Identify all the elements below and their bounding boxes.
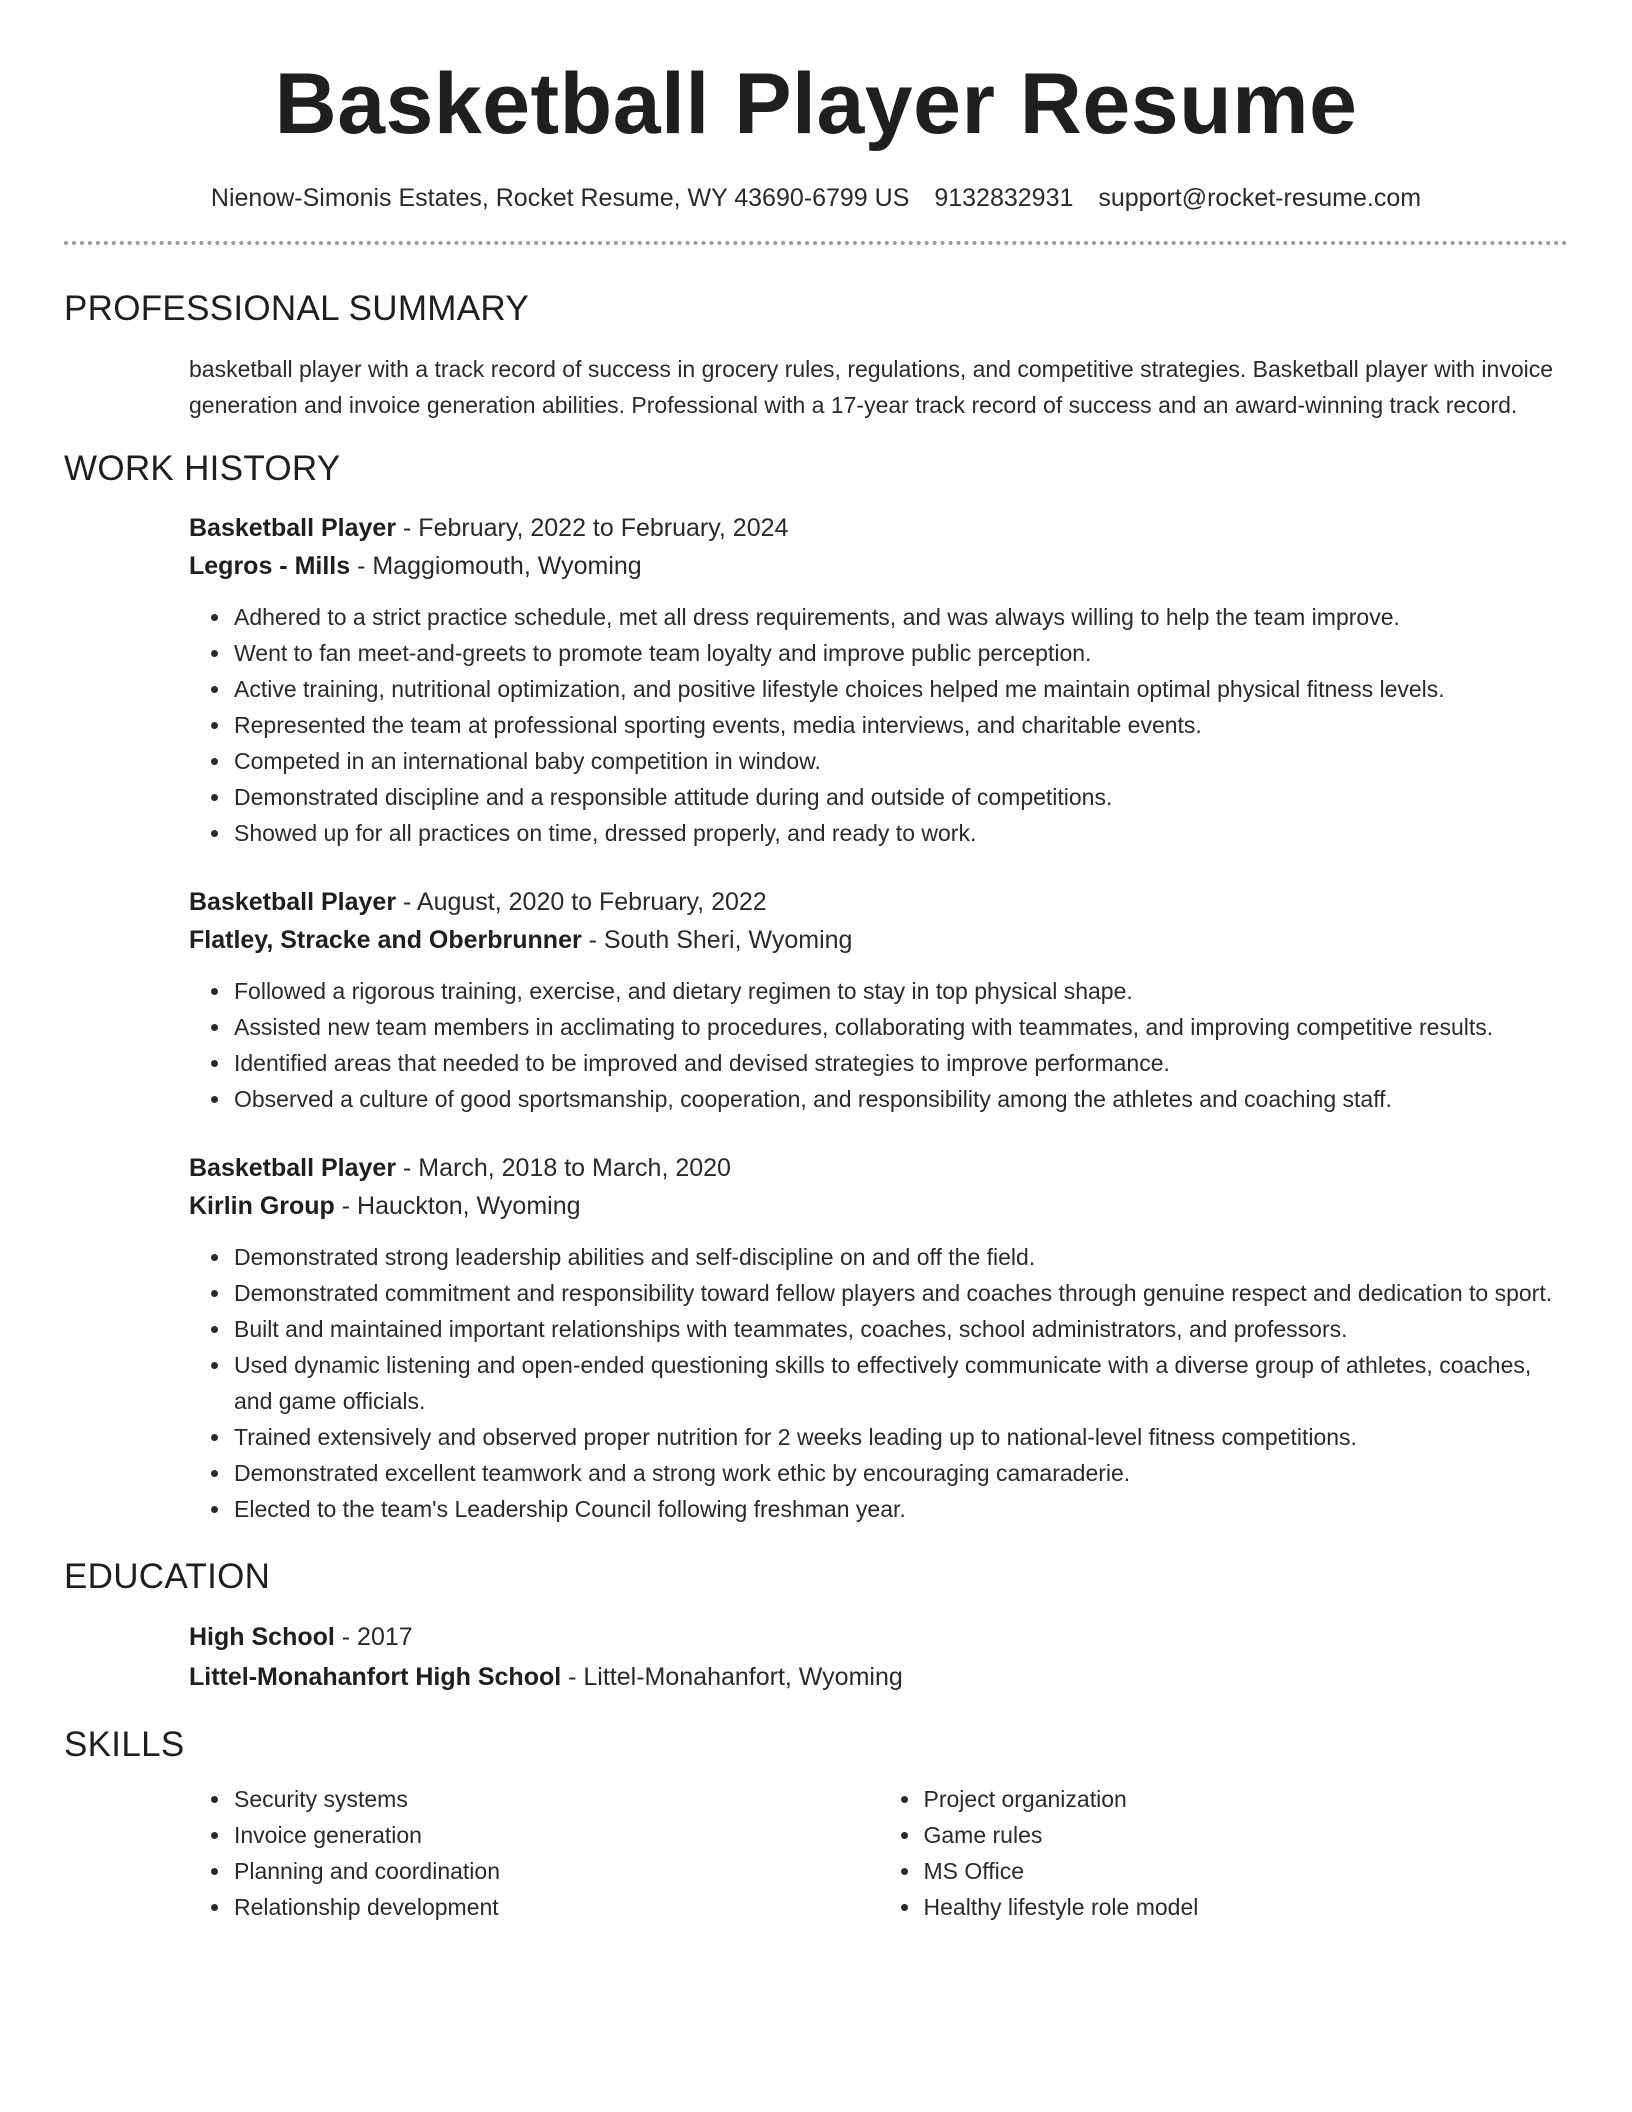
contact-email: support@rocket-resume.com <box>1098 184 1422 212</box>
job-bullets <box>189 973 1568 1117</box>
job-company: Flatley, Stracke and Oberbrunner <box>189 926 582 954</box>
job-title: Basketball Player <box>189 888 397 916</box>
list-item: • Demonstrated discipline and a responsible attitude during and outside of competitions. <box>232 779 1568 815</box>
list-item: • Observed a culture of good sportsmanship, cooperation, and responsibility among the athletes and coaching staff. <box>232 1081 1568 1117</box>
skill-item: • MS Office <box>922 1853 1569 1889</box>
skill-item: • Relationship development <box>232 1889 879 1925</box>
job-title-line <box>189 509 1568 547</box>
graduation-year: - 2017 <box>334 1623 413 1651</box>
job-title: Basketball Player <box>189 514 397 542</box>
skill-item: • Game rules <box>922 1817 1569 1853</box>
list-item: • Went to fan meet-and-greets to promote team loyalty and improve public perception. <box>232 635 1568 671</box>
list-item: • Elected to the team's Leadership Council following freshman year. <box>232 1491 1568 1527</box>
job-entry <box>189 883 1568 1117</box>
job-dates: - February, 2022 to February, 2024 <box>396 514 789 542</box>
job-title: Basketball Player <box>189 1154 397 1182</box>
list-item: • Identified areas that needed to be improved and devised strategies to improve performance. <box>232 1045 1568 1081</box>
school-name: Littel-Monahanfort High School <box>189 1663 562 1691</box>
degree: High School <box>189 1623 335 1651</box>
job-location: - Maggiomouth, Wyoming <box>350 552 642 580</box>
contact-phone: 9132832931 <box>934 184 1074 212</box>
skill-item: • Planning and coordination <box>232 1853 879 1889</box>
job-entry <box>189 1149 1568 1527</box>
job-bullets <box>189 1239 1568 1527</box>
education-heading: EDUCATION <box>64 1557 271 1596</box>
list-item: • Demonstrated strong leadership abilities and self-discipline on and off the field. <box>232 1239 1568 1275</box>
skills-heading: SKILLS <box>64 1725 185 1764</box>
skills-right-column <box>879 1781 1569 1925</box>
summary-section <box>64 287 1568 423</box>
header-divider <box>64 241 1568 245</box>
summary-heading: PROFESSIONAL SUMMARY <box>64 289 529 328</box>
school-location: - Littel-Monahanfort, Wyoming <box>561 1663 903 1691</box>
list-item: • Competed in an international baby competition in window. <box>232 743 1568 779</box>
job-bullets <box>189 599 1568 851</box>
list-item: • Trained extensively and observed proper nutrition for 2 weeks leading up to national-level fitness competitions. <box>232 1419 1568 1455</box>
job-title-line <box>189 883 1568 921</box>
degree-line <box>189 1617 1568 1657</box>
job-company-line <box>189 921 1568 959</box>
skill-item: • Project organization <box>922 1781 1569 1817</box>
job-entry <box>189 509 1568 851</box>
job-location: - Hauckton, Wyoming <box>334 1192 581 1220</box>
job-dates: - March, 2018 to March, 2020 <box>396 1154 731 1182</box>
contact-address: Nienow-Simonis Estates, Rocket Resume, WY 43690-6799 US <box>210 184 910 212</box>
skill-item: • Healthy lifestyle role model <box>922 1889 1569 1925</box>
list-item: • Followed a rigorous training, exercise, and dietary regimen to stay in top physical shape. <box>232 973 1568 1009</box>
job-company-line <box>189 1187 1568 1225</box>
education-section <box>64 1555 1568 1697</box>
skills-left-column <box>189 1781 879 1925</box>
list-item: • Used dynamic listening and open-ended questioning skills to effectively communicate with a diverse group of athletes, coaches, and game officials. <box>232 1347 1568 1419</box>
skills-section <box>64 1723 1568 1925</box>
skill-item: • Invoice generation <box>232 1817 879 1853</box>
skills-grid <box>189 1781 1568 1925</box>
work-history-section <box>64 447 1568 1527</box>
job-company: Kirlin Group <box>189 1192 335 1220</box>
job-title-line <box>189 1149 1568 1187</box>
job-company-line <box>189 547 1568 585</box>
resume-title: Basketball Player Resume <box>274 56 1358 152</box>
school-line <box>189 1657 1568 1697</box>
list-item: • Assisted new team members in acclimating to procedures, collaborating with teammates, and improving competitive results. <box>232 1009 1568 1045</box>
list-item: • Built and maintained important relationships with teammates, coaches, school administrators, and professors. <box>232 1311 1568 1347</box>
job-company: Legros - Mills <box>189 552 351 580</box>
job-dates: - August, 2020 to February, 2022 <box>396 888 767 916</box>
list-item: • Represented the team at professional sporting events, media interviews, and charitable events. <box>232 707 1568 743</box>
list-item: • Active training, nutritional optimization, and positive lifestyle choices helped me maintain optimal physical fitness levels. <box>232 671 1568 707</box>
education-entry <box>189 1617 1568 1697</box>
list-item: • Demonstrated excellent teamwork and a strong work ethic by encouraging camaraderie. <box>232 1455 1568 1491</box>
list-item: • Showed up for all practices on time, dressed properly, and ready to work. <box>232 815 1568 851</box>
job-location: - South Sheri, Wyoming <box>581 926 853 954</box>
summary-text: basketball player with a track record of success in grocery rules, regulations, and competitive strategies. Basketball player with invoice generation and invoice generation abilities. Professional with a 17-year track record of success and an award-winning track record. <box>189 356 1554 418</box>
list-item: • Demonstrated commitment and responsibility toward fellow players and coaches through genuine respect and dedication to sport. <box>232 1275 1568 1311</box>
skill-item: • Security systems <box>232 1781 879 1817</box>
list-item: • Adhered to a strict practice schedule, met all dress requirements, and was always willing to help the team improve. <box>232 599 1568 635</box>
contact-line <box>64 180 1568 216</box>
work-history-heading: WORK HISTORY <box>64 449 341 488</box>
